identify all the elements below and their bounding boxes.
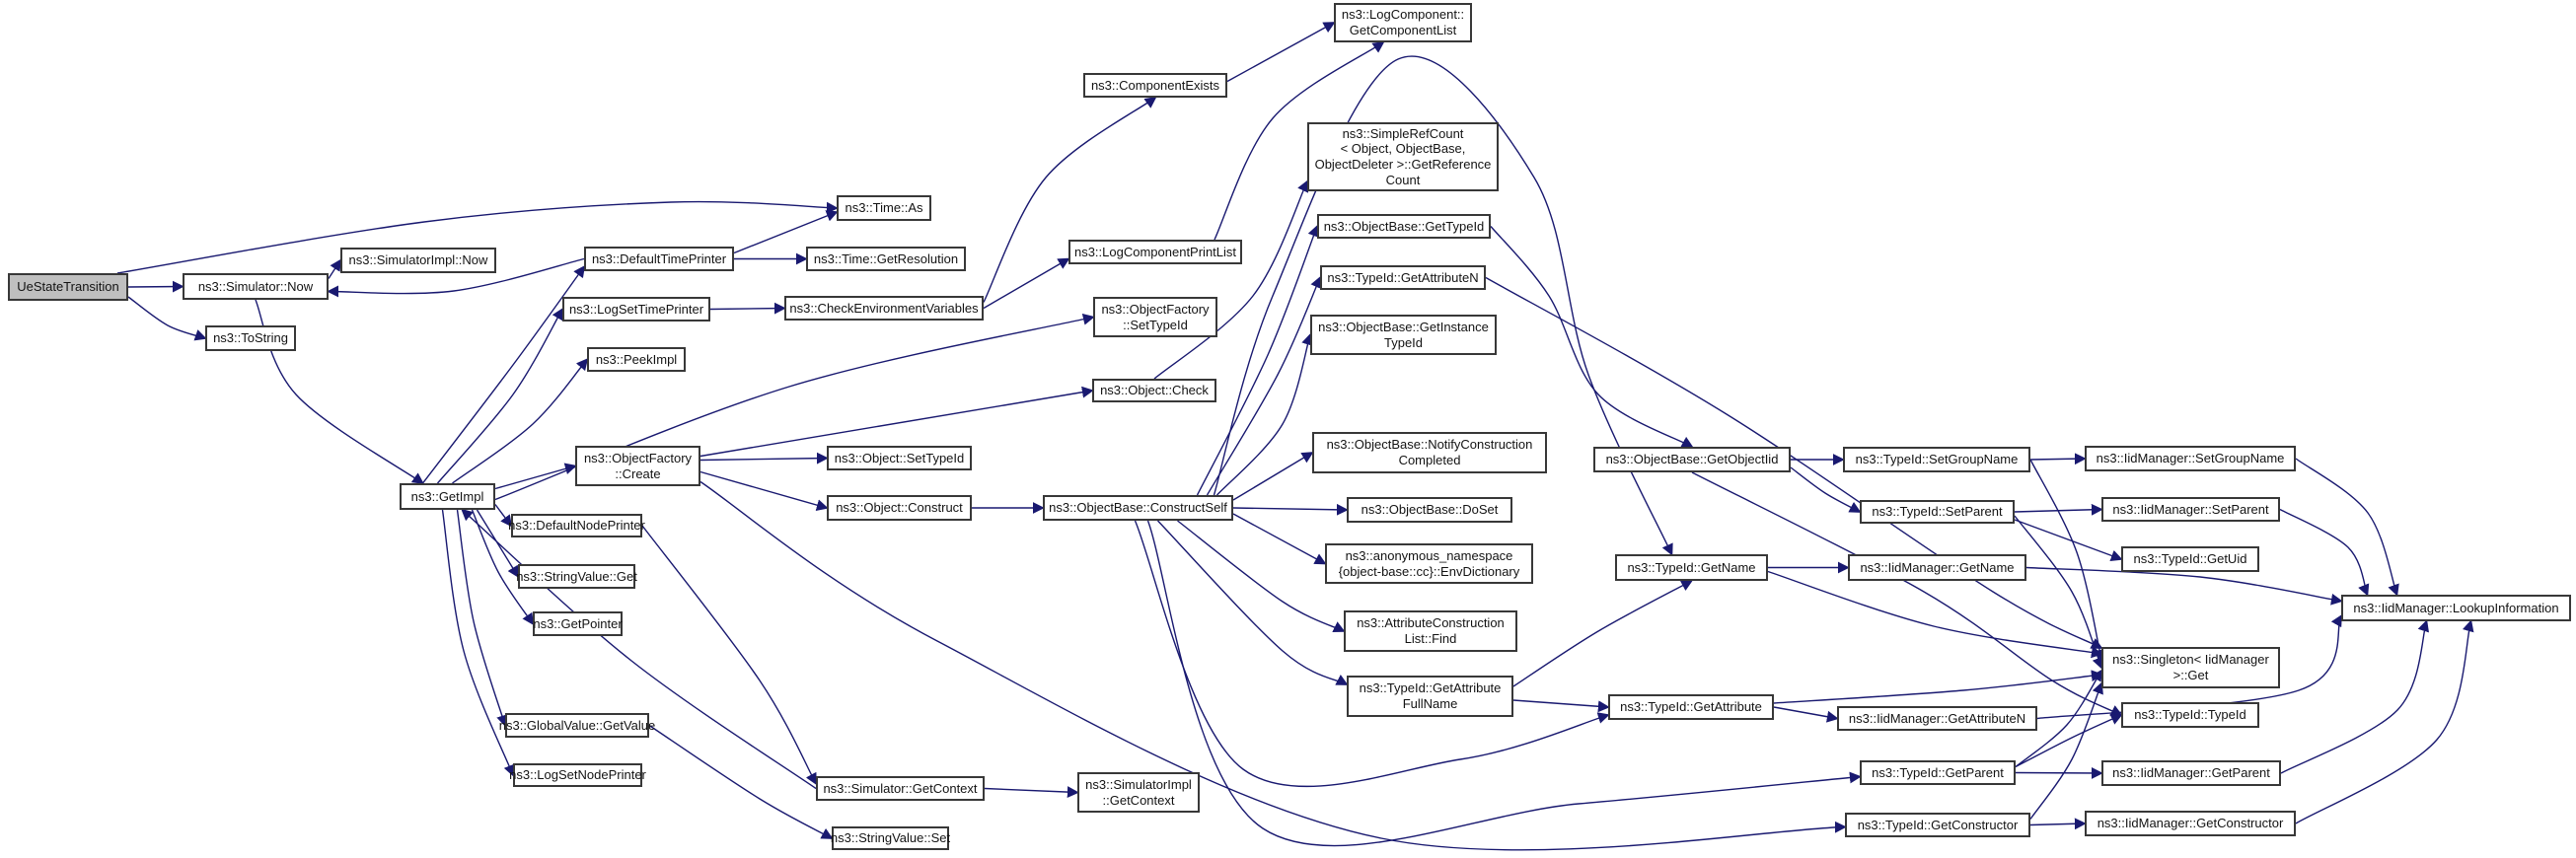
node-label: ns3::CheckEnvironmentVariables: [789, 300, 979, 316]
node-object-base-get-instance-type-id[interactable]: [1310, 315, 1497, 355]
node-label: ns3::LogSetNodePrinter: [509, 767, 646, 783]
node-type-id-get-attribute[interactable]: [1608, 694, 1774, 720]
node-singleton-iid-manager-get[interactable]: [2101, 647, 2280, 688]
node-label: ns3::Object::Check: [1100, 383, 1209, 398]
node-simple-ref-count-get-reference-count[interactable]: [1307, 122, 1499, 191]
node-label: ns3::ObjectBase::ConstructSelf: [1049, 500, 1227, 516]
node-label: FullName: [1402, 696, 1458, 711]
node-attribute-construction-list-find[interactable]: [1344, 610, 1517, 652]
edge-check-environment-variables--component-exists: [984, 98, 1155, 303]
edge-simulator-now--simulatorimpl-now: [329, 260, 340, 279]
node-iid-manager-set-parent[interactable]: [2101, 497, 2280, 522]
node-log-component-print-list[interactable]: [1068, 240, 1242, 264]
node-object-base-get-object-iid[interactable]: [1593, 447, 1791, 472]
node-label: ::GetContext: [1102, 792, 1175, 808]
edge-iid-manager-get-parent--iid-manager-lookup-information: [2281, 621, 2427, 773]
edge-iid-manager-set-group-name--iid-manager-lookup-information: [2296, 459, 2397, 595]
edge-type-id-get-constructor--iid-manager-get-constructor: [2030, 823, 2085, 825]
node-label: ns3::IidManager::GetConstructor: [2097, 816, 2284, 831]
node-component-exists[interactable]: [1083, 73, 1227, 98]
edge-simulator-get-context--get-impl: [463, 510, 817, 789]
node-label: TypeId: [1383, 334, 1424, 350]
edge-get-impl--object-factory-create: [495, 466, 575, 489]
node-label: ns3::Time::As: [845, 200, 923, 216]
node-iid-manager-get-attribute-n[interactable]: [1837, 706, 2037, 731]
node-get-impl[interactable]: [400, 483, 495, 510]
node-label: ns3::TypeId::SetGroupName: [1855, 452, 2019, 467]
node-default-time-printer[interactable]: [584, 247, 734, 271]
node-type-id-get-name[interactable]: [1615, 554, 1768, 581]
node-label: ns3::SimpleRefCount: [1342, 125, 1464, 141]
node-label: ns3::TypeId::GetUid: [2133, 551, 2247, 567]
node-label: ns3::IidManager::SetParent: [2112, 501, 2269, 517]
node-label: {object-base::cc}::EnvDictionary: [1338, 563, 1520, 579]
node-simulatorimpl-now[interactable]: [340, 248, 496, 273]
node-type-id-get-attribute-full-name[interactable]: [1347, 676, 1513, 717]
node-label: ns3::ObjectBase::DoSet: [1361, 502, 1499, 518]
node-iid-manager-get-constructor[interactable]: [2085, 811, 2296, 836]
node-label: ns3::LogComponent::: [1341, 7, 1465, 23]
node-type-id-get-uid[interactable]: [2121, 546, 2259, 572]
node-label: ns3::AttributeConstruction: [1357, 615, 1505, 631]
node-default-node-printer[interactable]: [508, 514, 645, 537]
node-label: ns3::GlobalValue::GetValue: [498, 717, 656, 733]
node-label: ns3::ObjectBase::GetInstance: [1318, 319, 1489, 334]
edge-type-id-get-parent--iid-manager-get-parent: [2016, 773, 2101, 774]
node-label: ns3::IidManager::GetParent: [2112, 765, 2270, 781]
node-type-id-set-parent[interactable]: [1860, 500, 2015, 524]
edge-object-base-construct-self--type-id-get-attribute-n: [1208, 278, 1321, 496]
node-check-environment-variables[interactable]: [784, 296, 984, 321]
edge-object-factory-create--object-construct: [700, 472, 827, 509]
node-simulator-now[interactable]: [183, 273, 329, 300]
edge-type-id-set-group-name--iid-manager-set-group-name: [2030, 459, 2085, 460]
node-label: ns3::DefaultTimePrinter: [591, 250, 727, 266]
node-label: ns3::ObjectBase::NotifyConstruction: [1326, 437, 1533, 453]
node-time-as[interactable]: [837, 195, 931, 221]
node-label: ns3::Object::Construct: [836, 500, 963, 516]
edge-object-base-construct-self--object-base-get-instance-type-id: [1217, 335, 1311, 496]
node-object-base-get-type-id[interactable]: [1317, 214, 1491, 239]
node-label: ns3::TypeId::GetName: [1627, 559, 1756, 575]
node-object-factory-create[interactable]: [575, 446, 700, 486]
edge-get-impl--log-set-time-printer: [438, 310, 563, 484]
node-object-set-type-id[interactable]: [827, 446, 972, 470]
edge-type-id-get-constructor--singleton-iid-manager-get: [2030, 683, 2101, 820]
node-object-base-construct-self[interactable]: [1043, 495, 1233, 521]
edge-iid-manager-set-parent--iid-manager-lookup-information: [2280, 510, 2368, 596]
node-label: ns3::Singleton< IidManager: [2112, 652, 2269, 668]
node-label: ns3::DefaultNodePrinter: [508, 518, 645, 534]
node-label: ::SetTypeId: [1123, 317, 1188, 332]
node-env-dictionary[interactable]: [1325, 543, 1533, 584]
node-label: Completed: [1398, 453, 1461, 467]
node-object-base-notify-construction-completed[interactable]: [1312, 432, 1547, 473]
node-type-id-get-parent[interactable]: [1860, 760, 2016, 785]
node-label: ns3::PeekImpl: [595, 351, 678, 367]
node-log-component-get-component-list[interactable]: [1334, 3, 1472, 42]
node-label: < Object, ObjectBase,: [1340, 141, 1466, 157]
node-label: ns3::TypeId::GetAttribute: [1359, 680, 1502, 696]
edge-type-id-set-parent--singleton-iid-manager-get: [2015, 516, 2101, 668]
edge-type-id-get-attribute--singleton-iid-manager-get: [1774, 675, 2101, 703]
node-label: ns3::TypeId::TypeId: [2134, 707, 2246, 723]
node-label: ns3::Simulator::GetContext: [823, 780, 978, 796]
edge-object-base-get-object-iid--type-id-set-parent: [1791, 467, 1860, 512]
edge-type-id-get-name--singleton-iid-manager-get: [1768, 572, 2101, 655]
node-label: ns3::ObjectFactory: [583, 450, 693, 465]
node-time-get-resolution[interactable]: [806, 247, 966, 271]
node-string-value-set[interactable]: [832, 826, 949, 850]
node-label: ns3::IidManager::LookupInformation: [2353, 600, 2559, 615]
node-iid-manager-lookup-information[interactable]: [2341, 595, 2571, 621]
node-peek-impl[interactable]: [587, 347, 686, 372]
node-label: ns3::ObjectBase::GetObjectIid: [1605, 452, 1779, 467]
node-object-check[interactable]: [1092, 379, 1216, 402]
edge-check-environment-variables--log-component-print-list: [984, 259, 1068, 309]
edge-type-id-get-attribute-full-name--type-id-get-name: [1513, 581, 1692, 686]
node-iid-manager-get-name[interactable]: [1848, 554, 2026, 581]
node-label: ns3::ToString: [213, 330, 288, 346]
node-object-construct[interactable]: [827, 495, 972, 521]
node-log-set-node-printer[interactable]: [509, 763, 646, 787]
node-label: ns3::TypeId::GetAttributeN: [1327, 269, 1479, 285]
node-label: ns3::LogSetTimePrinter: [568, 301, 704, 317]
node-label: ns3::IidManager::GetName: [1860, 559, 2015, 575]
edge-object-base-construct-self--type-id-get-attribute-full-name: [1158, 521, 1348, 684]
node-label: Count: [1385, 172, 1421, 187]
node-object-factory-set-type-id[interactable]: [1093, 297, 1217, 337]
node-label: ns3::TypeId::GetAttribute: [1620, 699, 1762, 715]
edge-ue-state-transition--to-string: [128, 297, 205, 338]
edge-object-base-construct-self--object-base-get-type-id: [1198, 227, 1318, 496]
node-label: ns3::StringValue::Get: [516, 568, 637, 584]
edge-object-factory-create--object-set-type-id: [700, 459, 827, 461]
node-label: ns3::ObjectBase::GetTypeId: [1323, 218, 1485, 234]
node-label: ns3::Simulator::Now: [197, 278, 314, 294]
edge-log-set-time-printer--check-environment-variables: [710, 309, 784, 310]
node-iid-manager-get-parent[interactable]: [2101, 760, 2281, 786]
edge-ue-state-transition--simulator-now: [128, 287, 183, 288]
node-label: ns3::TypeId::SetParent: [1872, 504, 2003, 520]
edge-get-impl--log-set-node-printer: [443, 510, 514, 775]
node-simulator-get-context[interactable]: [816, 776, 985, 801]
node-label: ns3::ComponentExists: [1090, 77, 1220, 93]
node-type-id-get-constructor[interactable]: [1845, 813, 2030, 837]
edge-type-id-set-parent--type-id-get-uid: [2015, 520, 2121, 559]
node-global-value-get-value[interactable]: [498, 713, 656, 738]
edge-component-exists--log-component-get-component-list: [1227, 23, 1334, 82]
node-type-id-get-attribute-n[interactable]: [1320, 265, 1486, 290]
node-label: ns3::TypeId::GetParent: [1872, 764, 2004, 780]
node-ue-state-transition[interactable]: [8, 273, 128, 301]
edge-get-impl--peek-impl: [453, 360, 588, 484]
edge-default-node-printer--simulator-get-context: [642, 526, 816, 784]
node-label: ns3::IidManager::SetGroupName: [2096, 451, 2285, 466]
edge-get-impl--default-time-printer: [423, 267, 585, 484]
node-label: ns3::GetImpl: [410, 488, 484, 504]
node-label: List::Find: [1404, 631, 1457, 646]
call-edges: [117, 23, 2471, 850]
edge-object-base-construct-self--object-base-do-set: [1233, 508, 1347, 510]
node-string-value-get[interactable]: [518, 564, 635, 589]
node-label: GetComponentList: [1349, 23, 1457, 37]
edge-object-base-construct-self--env-dictionary: [1233, 514, 1325, 564]
edge-object-base-construct-self--object-base-notify-construction-completed: [1233, 453, 1312, 500]
edge-type-id-get-attribute-full-name--type-id-get-attribute: [1513, 700, 1608, 707]
node-object-base-do-set[interactable]: [1347, 497, 1512, 523]
node-label: ns3::LogComponentPrintList: [1073, 244, 1237, 259]
node-label: >::Get: [2172, 668, 2209, 682]
node-label: ns3::IidManager::GetAttributeN: [1848, 710, 2026, 726]
node-simulatorimpl-get-context[interactable]: [1077, 772, 1200, 813]
node-to-string[interactable]: [205, 325, 296, 351]
node-get-pointer[interactable]: [533, 611, 623, 636]
node-label: ObjectDeleter >::GetReference: [1314, 157, 1492, 172]
edge-object-check--simple-ref-count-get-reference-count: [1154, 181, 1307, 379]
edge-type-id-set-group-name--singleton-iid-manager-get: [2030, 460, 2101, 660]
node-iid-manager-set-group-name[interactable]: [2085, 446, 2296, 471]
node-label: ::Create: [615, 465, 661, 481]
node-log-set-time-printer[interactable]: [562, 297, 710, 322]
node-label: ns3::Time::GetResolution: [813, 250, 959, 266]
node-label: ns3::StringValue::Set: [830, 830, 951, 846]
node-label: ns3::GetPointer: [533, 615, 623, 631]
edge-simulator-get-context--simulatorimpl-get-context: [985, 789, 1077, 793]
node-type-id-set-group-name[interactable]: [1843, 447, 2030, 472]
node-label: UeStateTransition: [17, 279, 119, 295]
edge-object-base-construct-self--attribute-construction-list-find: [1178, 521, 1345, 631]
node-label: ns3::anonymous_namespace: [1345, 547, 1513, 563]
node-label: ns3::Object::SetTypeId: [834, 450, 965, 465]
node-label: ns3::ObjectFactory: [1101, 301, 1210, 317]
node-label: ns3::TypeId::GetConstructor: [1857, 817, 2019, 832]
node-label: ns3::SimulatorImpl: [1085, 776, 1192, 792]
node-label: ns3::SimulatorImpl::Now: [348, 252, 488, 268]
edge-type-id-get-attribute--iid-manager-get-attribute-n: [1774, 707, 1837, 719]
edge-global-value-get-value--string-value-set: [649, 726, 832, 839]
node-type-id-type-id[interactable]: [2121, 702, 2259, 728]
